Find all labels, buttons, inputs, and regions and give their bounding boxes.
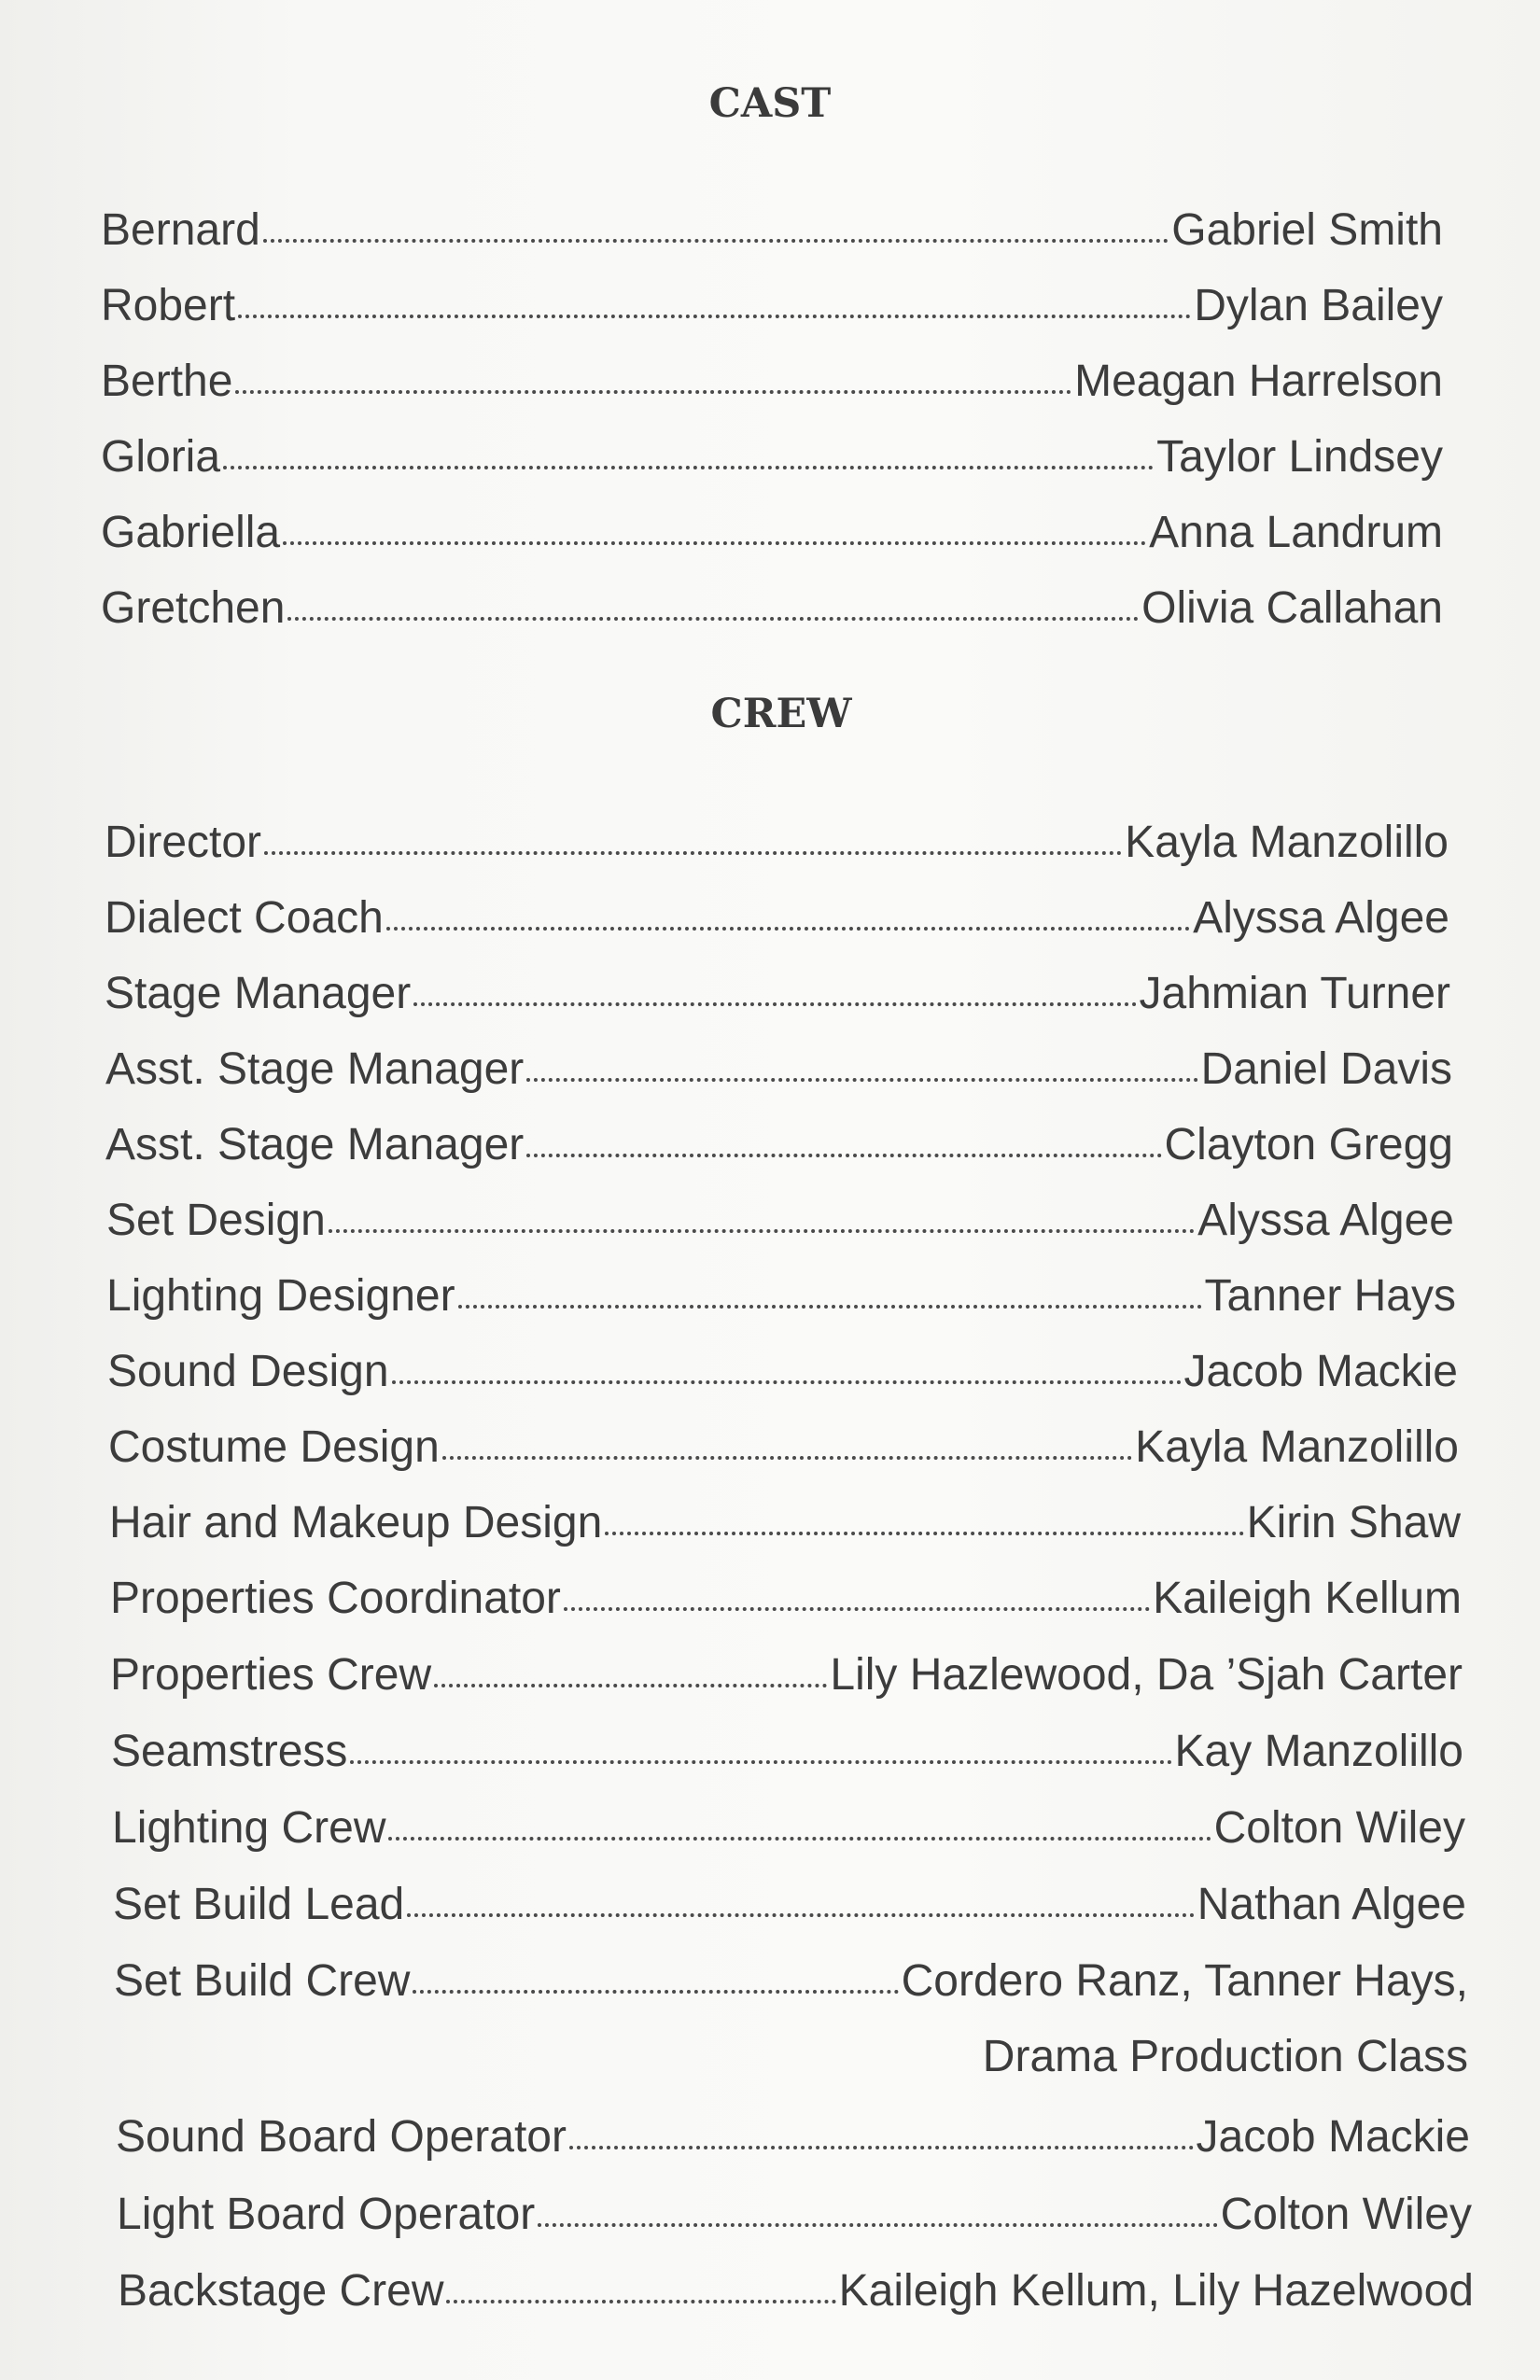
- role-label: Director: [105, 818, 262, 867]
- role-label: Berthe: [101, 357, 233, 406]
- crew-row: [111, 1724, 1463, 1780]
- role-label: Bernard: [101, 205, 260, 255]
- cast-row: [101, 354, 1443, 410]
- person-name: Anna Landrum: [1149, 508, 1443, 557]
- person-name: Meagan Harrelson: [1074, 357, 1443, 406]
- person-name: Clayton Gregg: [1164, 1120, 1453, 1169]
- role-label: Lighting Designer: [106, 1271, 455, 1321]
- cast-row: [101, 278, 1443, 334]
- role-label: Set Build Crew: [114, 1956, 411, 2006]
- role-label: Sound Design: [107, 1347, 389, 1396]
- crew-row: [118, 2263, 1474, 2319]
- crew-heading: CREW: [710, 691, 852, 737]
- crew-row: [107, 1344, 1458, 1400]
- person-name: Alyssa Algee: [1193, 893, 1449, 943]
- person-name: Tanner Hays: [1204, 1271, 1456, 1321]
- dot-leader: [526, 1148, 1161, 1157]
- person-name: Colton Wiley: [1220, 2190, 1472, 2239]
- crew-row: [105, 815, 1449, 871]
- role-label: Backstage Crew: [118, 2266, 444, 2316]
- crew-row: [117, 2187, 1472, 2243]
- person-name: Daniel Davis: [1200, 1044, 1452, 1094]
- cast-row: [101, 581, 1443, 637]
- dot-leader: [238, 309, 1191, 318]
- dot-leader: [413, 997, 1136, 1006]
- role-label: Set Build Lead: [113, 1880, 405, 1929]
- role-label: Properties Coordinator: [110, 1574, 561, 1623]
- crew-row: [105, 1042, 1452, 1098]
- crew-row: [108, 1420, 1459, 1476]
- role-label: Costume Design: [108, 1422, 440, 1472]
- person-name: Alyssa Algee: [1197, 1196, 1454, 1245]
- crew-row: [109, 1495, 1461, 1551]
- crew-row: [105, 1117, 1453, 1173]
- dot-leader: [407, 1908, 1195, 1917]
- cast-row: [101, 203, 1443, 259]
- dot-leader: [350, 1755, 1171, 1764]
- dot-leader: [569, 2140, 1194, 2149]
- crew-row: [110, 1647, 1463, 1703]
- role-label: Set Design: [106, 1196, 326, 1245]
- crew-row: [113, 1877, 1466, 1933]
- dot-leader: [605, 1526, 1243, 1535]
- dot-leader: [388, 1831, 1211, 1841]
- person-name: Kaileigh Kellum, Lily Hazelwood: [838, 2266, 1474, 2316]
- dot-leader: [263, 233, 1169, 243]
- role-label: Lighting Crew: [112, 1803, 386, 1853]
- crew-row: [116, 2109, 1470, 2165]
- person-name: Nathan Algee: [1197, 1880, 1466, 1929]
- person-name: Jacob Mackie: [1183, 1347, 1458, 1396]
- role-label: Sound Board Operator: [116, 2112, 567, 2162]
- person-name: Dylan Bailey: [1194, 281, 1443, 330]
- role-label: Dialect Coach: [105, 893, 384, 943]
- person-name: Lily Hazlewood, Da ’Sjah Carter: [830, 1650, 1463, 1700]
- role-label: Gabriella: [101, 508, 281, 557]
- role-label: Stage Manager: [105, 969, 412, 1018]
- person-name-continuation: Drama Production Class: [982, 2032, 1468, 2081]
- role-label: Hair and Makeup Design: [109, 1498, 603, 1547]
- role-label: Light Board Operator: [117, 2190, 536, 2239]
- dot-leader: [442, 1450, 1132, 1460]
- crew-row: [114, 1953, 1468, 2009]
- dot-leader: [446, 2294, 835, 2303]
- person-name: Colton Wiley: [1213, 1803, 1465, 1853]
- dot-leader: [458, 1299, 1202, 1309]
- role-label: Properties Crew: [110, 1650, 432, 1700]
- dot-leader: [283, 536, 1146, 545]
- person-name: Gabriel Smith: [1171, 205, 1443, 255]
- person-name: Cordero Ranz, Tanner Hays,: [901, 1956, 1468, 2006]
- dot-leader: [329, 1224, 1195, 1233]
- role-label: Asst. Stage Manager: [105, 1044, 525, 1094]
- crew-row: [106, 1193, 1454, 1249]
- person-name: Jacob Mackie: [1196, 2112, 1470, 2162]
- crew-row: [112, 1800, 1465, 1856]
- role-label: Asst. Stage Manager: [105, 1120, 525, 1169]
- crew-row: [105, 890, 1449, 946]
- role-label: Seamstress: [111, 1727, 348, 1776]
- crew-row: [105, 966, 1450, 1022]
- dot-leader: [223, 460, 1154, 469]
- person-name: Olivia Callahan: [1141, 583, 1443, 633]
- dot-leader: [392, 1375, 1182, 1384]
- person-name: Kaileigh Kellum: [1153, 1574, 1462, 1623]
- person-name: Kay Manzolillo: [1174, 1727, 1463, 1776]
- crew-row: [110, 1571, 1462, 1627]
- person-name: Kayla Manzolillo: [1135, 1422, 1459, 1472]
- dot-leader: [526, 1072, 1197, 1082]
- dot-leader: [413, 1984, 898, 1994]
- person-name: Jahmian Turner: [1139, 969, 1450, 1018]
- dot-leader: [386, 921, 1190, 931]
- role-label: Gretchen: [101, 583, 286, 633]
- role-label: Gloria: [101, 432, 221, 482]
- dot-leader: [287, 611, 1139, 621]
- dot-leader: [434, 1678, 827, 1687]
- role-label: Robert: [101, 281, 236, 330]
- cast-row: [101, 429, 1443, 485]
- cast-heading: CAST: [708, 80, 832, 127]
- dot-leader: [235, 385, 1071, 394]
- dot-leader: [264, 846, 1122, 855]
- dot-leader: [538, 2218, 1217, 2227]
- dot-leader: [564, 1602, 1150, 1611]
- crew-row: [106, 1268, 1456, 1324]
- person-name: Taylor Lindsey: [1156, 432, 1443, 482]
- cast-row: [101, 505, 1443, 561]
- person-name: Kayla Manzolillo: [1125, 818, 1449, 867]
- person-name: Kirin Shaw: [1246, 1498, 1461, 1547]
